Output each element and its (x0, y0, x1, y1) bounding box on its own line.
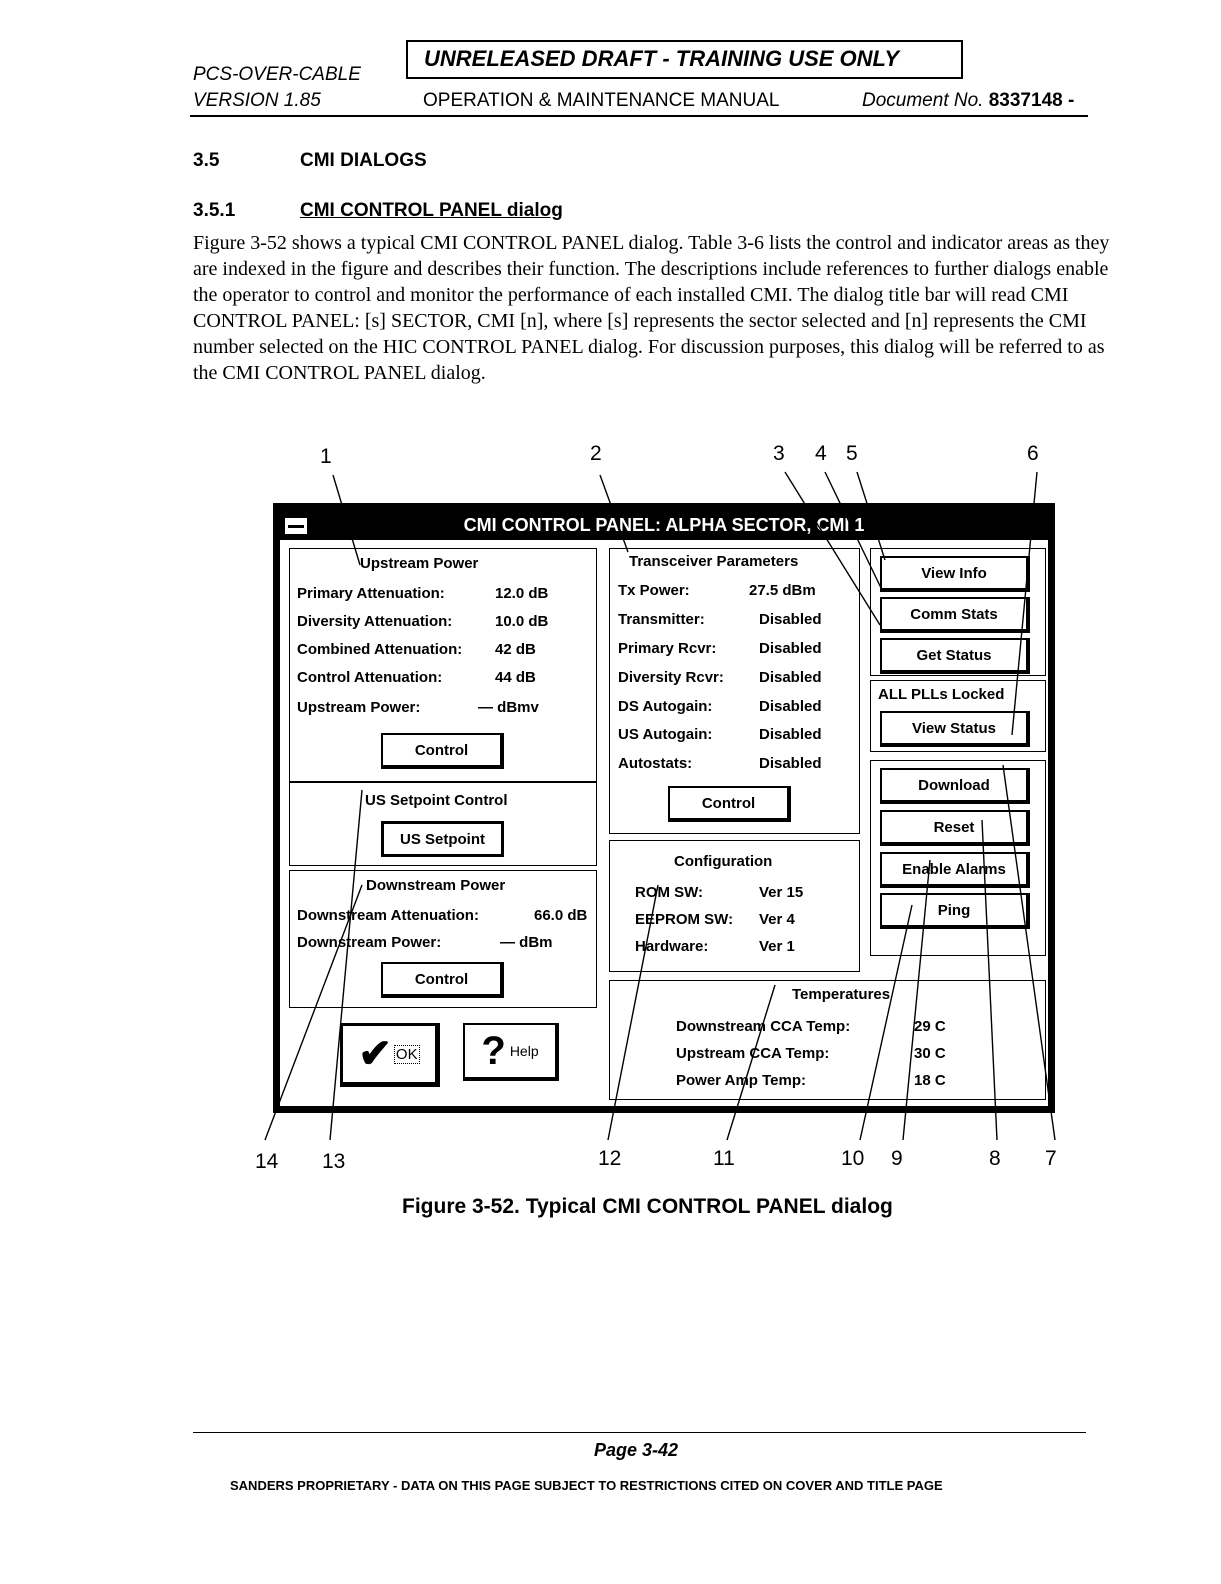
download-button[interactable]: Download (880, 768, 1030, 804)
hardware-value: Ver 1 (759, 938, 795, 955)
upstream-control-button[interactable]: Control (381, 733, 504, 769)
downstream-power-value: — dBm (500, 934, 553, 951)
view-status-button[interactable]: View Status (880, 711, 1030, 747)
ping-button[interactable]: Ping (880, 893, 1030, 929)
question-mark-icon: ? (481, 1029, 506, 1073)
callout-13: 13 (322, 1150, 346, 1173)
downstream-power-title: Downstream Power (366, 877, 506, 894)
downstream-attenuation-label: Downstream Attenuation: (297, 907, 479, 924)
tx-power-value: 27.5 dBm (749, 582, 816, 599)
us-autogain-label: US Autogain: (618, 726, 713, 743)
callout-2: 2 (590, 442, 602, 465)
callout-1: 1 (320, 445, 332, 468)
power-amp-temp-value: 18 C (914, 1072, 946, 1089)
ds-autogain-value: Disabled (759, 698, 822, 715)
primary-attenuation-value: 12.0 dB (495, 585, 549, 602)
downstream-cca-temp-label: Downstream CCA Temp: (676, 1018, 851, 1035)
pll-status-text: ALL PLLs Locked (878, 686, 1005, 703)
diversity-rcvr-label: Diversity Rcvr: (618, 669, 724, 686)
diversity-attenuation-value: 10.0 dB (495, 613, 549, 630)
power-amp-temp-label: Power Amp Temp: (676, 1072, 807, 1089)
eeprom-sw-label: EEPROM SW: (635, 911, 734, 928)
rom-sw-label: ROM SW: (635, 884, 704, 901)
diversity-rcvr-value: Disabled (759, 669, 822, 686)
downstream-control-button[interactable]: Control (381, 962, 504, 998)
callout-12: 12 (598, 1147, 622, 1170)
rom-sw-value: Ver 15 (759, 884, 804, 901)
get-status-button[interactable]: Get Status (880, 638, 1030, 674)
primary-attenuation-label: Primary Attenuation: (297, 585, 445, 602)
temperatures-title: Temperatures (792, 986, 891, 1003)
eeprom-sw-value: Ver 4 (759, 911, 795, 928)
reset-button[interactable]: Reset (880, 810, 1030, 846)
autostats-value: Disabled (759, 755, 822, 772)
transmitter-value: Disabled (759, 611, 822, 628)
callout-4: 4 (815, 442, 827, 465)
checkmark-icon: ✔ (358, 1032, 392, 1076)
transceiver-parameters-title: Transceiver Parameters (629, 553, 799, 570)
callout-10: 10 (841, 1147, 865, 1170)
enable-alarms-button[interactable]: Enable Alarms (880, 852, 1030, 888)
us-setpoint-button[interactable]: US Setpoint (381, 821, 504, 857)
hardware-label: Hardware: (635, 938, 709, 955)
subsection-number: 3.5.1 (193, 200, 236, 221)
callout-9: 9 (891, 1147, 903, 1170)
proprietary-footer: SANDERS PROPRIETARY - DATA ON THIS PAGE SUBJECT TO RESTRICTIONS CITED ON COVER AND TITLE PAGE (230, 1478, 943, 1493)
transmitter-label: Transmitter: (618, 611, 705, 628)
callout-14: 14 (255, 1150, 279, 1173)
help-button-label: Help (509, 1043, 539, 1059)
ds-autogain-label: DS Autogain: (618, 698, 713, 715)
section-number: 3.5 (193, 150, 220, 171)
configuration-title: Configuration (674, 853, 773, 870)
upstream-power-title: Upstream Power (360, 555, 479, 572)
primary-rcvr-value: Disabled (759, 640, 822, 657)
diversity-attenuation-label: Diversity Attenuation: (297, 613, 453, 630)
callout-7: 7 (1045, 1147, 1057, 1170)
section-title: CMI DIALOGS (300, 150, 427, 171)
transceiver-control-button[interactable]: Control (668, 786, 791, 822)
control-attenuation-label: Control Attenuation: (297, 669, 443, 686)
callout-8: 8 (989, 1147, 1001, 1170)
view-info-button[interactable]: View Info (880, 556, 1030, 592)
draft-notice: UNRELEASED DRAFT - TRAINING USE ONLY (406, 40, 963, 79)
downstream-cca-temp-value: 29 C (914, 1018, 946, 1035)
subsection-title: CMI CONTROL PANEL dialog (300, 200, 563, 221)
callout-6: 6 (1027, 442, 1039, 465)
primary-rcvr-label: Primary Rcvr: (618, 640, 717, 657)
header-product: PCS-OVER-CABLE (193, 64, 361, 85)
document-label: Document No. (862, 90, 984, 111)
upstream-power-label: Upstream Power: (297, 699, 421, 716)
combined-attenuation-label: Combined Attenuation: (297, 641, 463, 658)
upstream-power-value: — dBmv (478, 699, 539, 716)
callout-11: 11 (713, 1147, 735, 1170)
callout-5: 5 (846, 442, 858, 465)
downstream-attenuation-value: 66.0 dB (534, 907, 588, 924)
dialog-title: CMI CONTROL PANEL: ALPHA SECTOR, CMI 1 (463, 515, 865, 535)
downstream-power-label: Downstream Power: (297, 934, 442, 951)
ok-button-label: OK (395, 1045, 418, 1063)
combined-attenuation-value: 42 dB (495, 641, 536, 658)
callout-3: 3 (773, 442, 785, 465)
us-autogain-value: Disabled (759, 726, 822, 743)
upstream-cca-temp-value: 30 C (914, 1045, 946, 1062)
autostats-label: Autostats: (618, 755, 693, 772)
body-paragraph: Figure 3-52 shows a typical CMI CONTROL PANEL dialog. Table 3-6 lists the control and indicator areas as they are indexed in the figure and describes their function. The descriptions include references to further dialogs enable the operator to control and monitor the performance of each installed CMI. The dialog title bar will read CMI CONTROL PANEL: [s] SECTOR, CMI [n], where [s] represents the sector selected and [n] represents the CMI number selected on the HIC CONTROL PANEL dialog. For discussion purposes, this dialog will be referred to as the CMI CONTROL PANEL dialog. (193, 232, 1110, 384)
header-version: VERSION 1.85 (193, 90, 321, 111)
document-number-value: 8337148 - (988, 90, 1075, 111)
manual-title: OPERATION & MAINTENANCE MANUAL (423, 90, 780, 111)
us-setpoint-title: US Setpoint Control (365, 792, 508, 809)
comm-stats-button[interactable]: Comm Stats (880, 597, 1030, 633)
upstream-cca-temp-label: Upstream CCA Temp: (676, 1045, 830, 1062)
footer-rule (193, 1432, 1086, 1433)
control-attenuation-value: 44 dB (495, 669, 536, 686)
tx-power-label: Tx Power: (618, 582, 690, 599)
figure-caption: Figure 3-52. Typical CMI CONTROL PANEL dialog (402, 1195, 893, 1218)
page-number: Page 3-42 (594, 1440, 679, 1460)
